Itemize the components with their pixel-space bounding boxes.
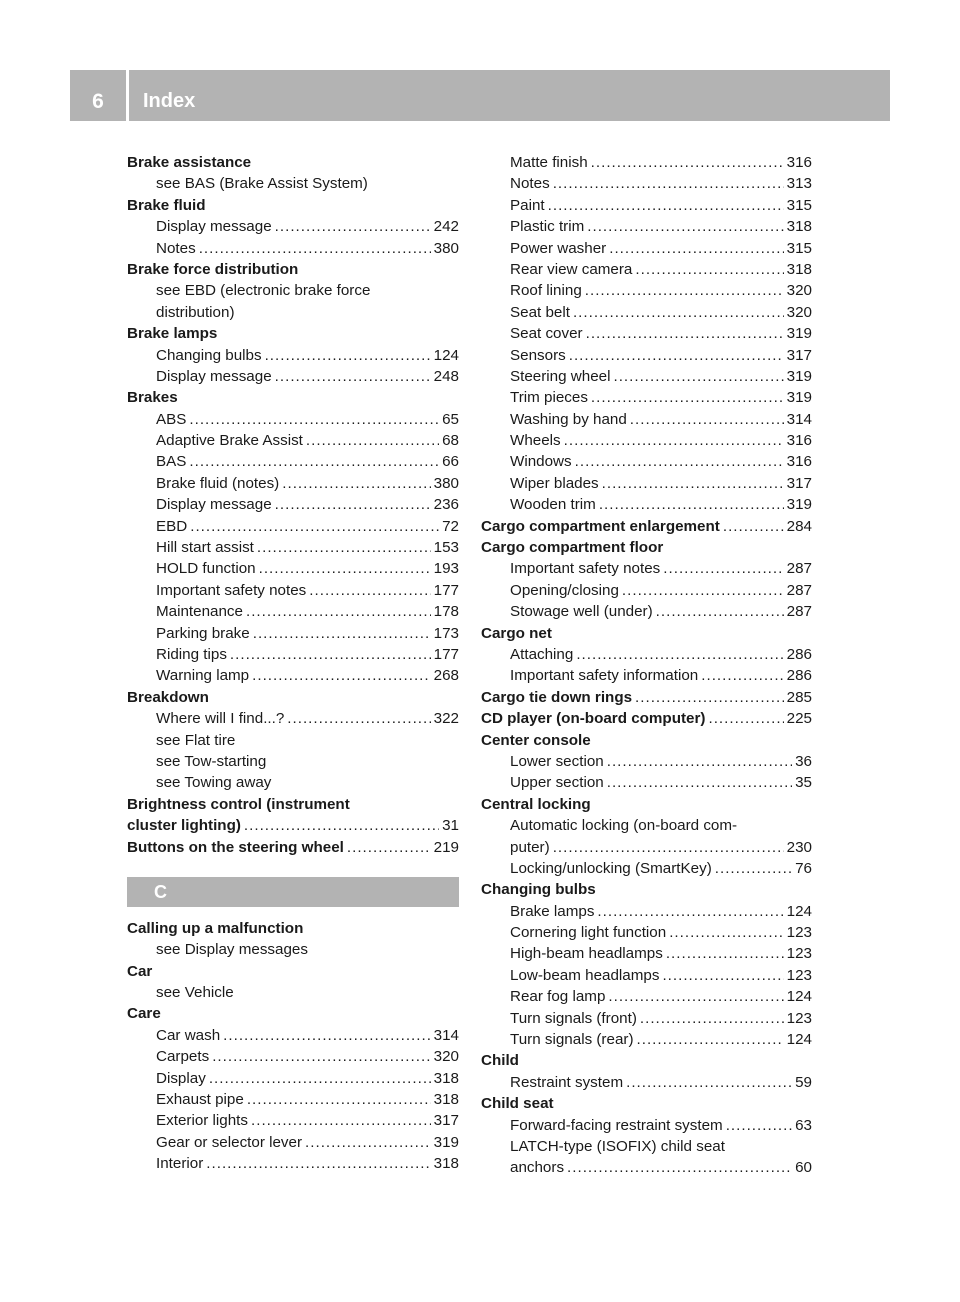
dot-leader [251, 1110, 431, 1131]
dot-leader [635, 259, 783, 280]
page-reference: 60 [795, 1159, 812, 1177]
entry-label: Wiper blades [510, 474, 599, 492]
dot-leader [247, 1089, 431, 1110]
index-entry [127, 708, 459, 729]
entry-label: Carpets [156, 1048, 210, 1066]
index-entry [127, 1132, 459, 1153]
page-reference: 313 [786, 175, 812, 193]
entry-label: Low-beam headlamps [510, 966, 660, 984]
page-reference: 193 [433, 560, 459, 578]
entry-label: Where will I find...? [156, 710, 285, 728]
dot-leader [573, 302, 784, 323]
index-heading: Calling up a malfunction [127, 919, 304, 937]
page-reference: 318 [786, 260, 812, 278]
index-heading: Changing bulbs [481, 881, 596, 899]
index-entry [127, 216, 459, 237]
entry-label: Cornering light function [510, 924, 667, 942]
dot-leader [626, 1072, 792, 1093]
page-reference: 318 [433, 1091, 459, 1109]
entry-label: Maintenance [156, 603, 243, 621]
index-entry [481, 302, 812, 323]
page-reference: 31 [442, 817, 459, 835]
index-entry [481, 473, 812, 494]
page-reference: 225 [786, 710, 812, 728]
dot-leader [607, 772, 792, 793]
entry-label: BAS [156, 453, 187, 471]
entry-label: Power washer [510, 239, 607, 257]
entry-label: Notes [510, 175, 550, 193]
index-entry [481, 323, 812, 344]
page-reference: 286 [786, 667, 812, 685]
entry-label: Sensors [510, 346, 566, 364]
index-entry [481, 665, 812, 686]
entry-label: Lower section [510, 752, 604, 770]
index-entry [481, 195, 812, 216]
index-entry [481, 580, 812, 601]
entry-label: Upper section [510, 774, 604, 792]
page-reference: 268 [433, 667, 459, 685]
dot-leader [635, 687, 784, 708]
index-heading: Care [127, 1005, 161, 1023]
page-reference: 284 [786, 517, 812, 535]
page-reference: 319 [786, 389, 812, 407]
index-entry [481, 558, 812, 579]
index-entry [481, 858, 812, 879]
entry-label: Turn signals (front) [510, 1009, 637, 1027]
entry-label: Stowage well (under) [510, 603, 653, 621]
dot-leader [553, 837, 784, 858]
dot-leader [309, 580, 430, 601]
index-see-reference: distribution) [156, 303, 235, 321]
index-heading: Cargo compartment floor [481, 539, 664, 557]
dot-leader [575, 451, 784, 472]
index-heading: Brightness control (instrument [127, 795, 350, 813]
entry-label: anchors [510, 1159, 565, 1177]
entry-label: Gear or selector lever [156, 1133, 303, 1151]
index-see-reference: see Towing away [156, 774, 272, 792]
index-entry [127, 1110, 459, 1131]
index-entry [481, 1072, 812, 1093]
entry-label: Roof lining [510, 282, 582, 300]
dot-leader [259, 558, 431, 579]
dot-leader [663, 558, 783, 579]
page-number: 6 [92, 90, 104, 113]
page-reference: 285 [786, 688, 812, 706]
page-reference: 315 [786, 239, 812, 257]
index-entry [481, 751, 812, 772]
entry-label: Adaptive Brake Assist [156, 432, 303, 450]
index-heading-entry [127, 815, 459, 836]
index-entry [127, 665, 459, 686]
index-heading: Cargo net [481, 624, 552, 642]
index-entry [481, 238, 812, 259]
dot-leader [275, 216, 431, 237]
page-reference: 72 [442, 517, 459, 535]
index-entry [127, 366, 459, 387]
index-entry [127, 558, 459, 579]
page-reference: 123 [786, 1009, 812, 1027]
entry-label: Display message [156, 218, 272, 236]
index-heading: Brake fluid [127, 196, 206, 214]
dot-leader [244, 815, 439, 836]
entry-label: Cargo compartment enlargement [481, 517, 720, 535]
dot-leader [275, 494, 431, 515]
page-reference: 124 [786, 988, 812, 1006]
page-reference: 36 [795, 752, 812, 770]
dot-leader [246, 601, 431, 622]
entry-label: Trim pieces [510, 389, 588, 407]
page-reference: 35 [795, 774, 812, 792]
page-reference: 319 [786, 496, 812, 514]
index-entry [127, 623, 459, 644]
index-heading: Car [127, 962, 153, 980]
index-heading: Brake lamps [127, 325, 218, 343]
index-entry [127, 1089, 459, 1110]
page-reference: 287 [786, 581, 812, 599]
dot-leader [257, 537, 431, 558]
dot-leader [306, 430, 439, 451]
entry-label: Wooden trim [510, 496, 596, 514]
page-reference: 248 [433, 367, 459, 385]
page-reference: 66 [442, 453, 459, 471]
page-reference: 65 [442, 410, 459, 428]
dot-leader [637, 1029, 784, 1050]
dot-leader [287, 708, 430, 729]
index-see-reference: see Vehicle [156, 984, 234, 1002]
dot-leader [608, 986, 783, 1007]
section-letter-header: C [127, 877, 459, 907]
dot-leader [190, 516, 439, 537]
index-entry [127, 473, 459, 494]
entry-label: Brake fluid (notes) [156, 474, 280, 492]
dot-leader [206, 1153, 430, 1174]
page-reference: 380 [433, 239, 459, 257]
dot-leader [591, 152, 784, 173]
entry-label: Steering wheel [510, 367, 611, 385]
dot-leader [726, 1115, 792, 1136]
page-reference: 316 [786, 453, 812, 471]
entry-label: Interior [156, 1155, 204, 1173]
index-heading-entry [481, 687, 812, 708]
index-entry [481, 430, 812, 451]
entry-label: Hill start assist [156, 539, 254, 557]
index-entry [127, 1025, 459, 1046]
page-reference: 68 [442, 432, 459, 450]
index-entry [481, 943, 812, 964]
entry-label: Matte finish [510, 154, 588, 171]
entry-label: Turn signals (rear) [510, 1031, 634, 1049]
index-entry [127, 494, 459, 515]
dot-leader [609, 238, 783, 259]
index-entry [127, 601, 459, 622]
index-entry [127, 409, 459, 430]
dot-leader [212, 1046, 430, 1067]
index-heading: Child [481, 1052, 519, 1070]
index-entry [127, 644, 459, 665]
index-heading: Central locking [481, 795, 591, 813]
dot-leader [656, 601, 784, 622]
entry-label: Locking/unlocking (SmartKey) [510, 859, 712, 877]
dot-leader [662, 965, 783, 986]
index-heading-entry [481, 708, 812, 729]
page-reference: 177 [433, 645, 459, 663]
index-entry [481, 1008, 812, 1029]
entry-label: Rear fog lamp [510, 988, 606, 1006]
page-reference: 319 [786, 367, 812, 385]
entry-label: Car wash [156, 1026, 221, 1044]
index-entry [481, 922, 812, 943]
entry-label: Cargo tie down rings [481, 688, 633, 706]
dot-leader [553, 173, 784, 194]
page-reference: 123 [786, 966, 812, 984]
entry-label: Important safety notes [510, 560, 661, 578]
dot-leader [701, 665, 783, 686]
entry-label: High-beam headlamps [510, 945, 663, 963]
entry-label: Forward-facing restraint system [510, 1116, 723, 1134]
dot-leader [548, 195, 784, 216]
index-entry [481, 259, 812, 280]
page-reference: 153 [433, 539, 459, 557]
dot-leader [223, 1025, 431, 1046]
dot-leader [602, 473, 784, 494]
dot-leader [305, 1132, 431, 1153]
index-entry [481, 601, 812, 622]
index-see-reference: see Tow-starting [156, 752, 267, 770]
page-header [70, 70, 890, 121]
dot-leader [282, 473, 430, 494]
entry-label: Washing by hand [510, 410, 627, 428]
page-reference: 124 [786, 902, 812, 920]
index-entry [481, 1115, 812, 1136]
dot-leader [586, 323, 784, 344]
index-heading: Breakdown [127, 688, 209, 706]
page-reference: 178 [433, 603, 459, 621]
entry-label: Notes [156, 239, 196, 257]
dot-leader [666, 943, 784, 964]
index-entry [481, 216, 812, 237]
page-reference: 315 [786, 196, 812, 214]
entry-label: Seat belt [510, 303, 570, 321]
page-reference: 316 [786, 432, 812, 450]
index-entry [481, 644, 812, 665]
dot-leader [567, 1157, 792, 1178]
dot-leader [587, 216, 783, 237]
index-entry [127, 580, 459, 601]
dot-leader [252, 665, 431, 686]
page-reference: 287 [786, 560, 812, 578]
entry-label: Exhaust pipe [156, 1091, 244, 1109]
index-heading: Center console [481, 731, 591, 749]
index-entry [127, 1046, 459, 1067]
index-entry [127, 345, 459, 366]
page-reference: 318 [433, 1155, 459, 1173]
entry-label: Restraint system [510, 1073, 624, 1091]
index-entry [127, 430, 459, 451]
entry-label: Wheels [510, 432, 561, 450]
page-reference: 59 [795, 1073, 812, 1091]
entry-label: Seat cover [510, 325, 583, 343]
dot-leader [230, 644, 431, 665]
index-entry [127, 537, 459, 558]
page-reference: 123 [786, 945, 812, 963]
entry-label: Display message [156, 496, 272, 514]
index-entry [481, 494, 812, 515]
page-reference: 236 [433, 496, 459, 514]
index-entry [481, 409, 812, 430]
dot-leader [189, 409, 439, 430]
page-reference: 318 [433, 1069, 459, 1087]
dot-leader [597, 901, 783, 922]
entry-label: CD player (on-board computer) [481, 710, 706, 728]
index-entry [481, 387, 812, 408]
index-entry [127, 516, 459, 537]
header-divider [126, 70, 129, 121]
dot-leader [723, 516, 784, 537]
entry-label: Paint [510, 196, 545, 214]
index-heading: Child seat [481, 1095, 554, 1113]
dot-leader [630, 409, 784, 430]
dot-leader [569, 345, 784, 366]
entry-label: Windows [510, 453, 572, 471]
page-reference: 177 [433, 581, 459, 599]
index-entry [481, 345, 812, 366]
dot-leader [275, 366, 431, 387]
dot-leader [669, 922, 783, 943]
index-entry [127, 1068, 459, 1089]
page-reference: 242 [433, 218, 459, 236]
dot-leader [613, 366, 783, 387]
page-reference: 124 [433, 346, 459, 364]
index-entry [481, 901, 812, 922]
page-reference: 380 [433, 474, 459, 492]
index-entry [127, 451, 459, 472]
index-entry [481, 1029, 812, 1050]
entry-label: Important safety information [510, 667, 699, 685]
page-reference: 63 [795, 1116, 812, 1134]
index-entry [127, 1153, 459, 1174]
entry-label: Parking brake [156, 624, 250, 642]
entry-label: Opening/closing [510, 581, 619, 599]
entry-label: Brake lamps [510, 902, 595, 920]
index-column-left [127, 152, 459, 1175]
entry-label: Rear view camera [510, 260, 633, 278]
page-reference: 219 [433, 838, 459, 856]
index-entry [481, 152, 812, 173]
index-see-reference: LATCH-type (ISOFIX) child seat [510, 1137, 725, 1155]
page-reference: 319 [433, 1133, 459, 1151]
index-entry [481, 366, 812, 387]
page-reference: 320 [786, 282, 812, 300]
index-heading: Brakes [127, 389, 178, 407]
entry-label: Display message [156, 367, 272, 385]
dot-leader [591, 387, 784, 408]
index-column-right [481, 152, 812, 1179]
index-entry [481, 837, 812, 858]
entry-label: Attaching [510, 645, 574, 663]
dot-leader [607, 751, 792, 772]
entry-label: Buttons on the steering wheel [127, 838, 344, 856]
index-see-reference: see BAS (Brake Assist System) [156, 175, 368, 193]
page-reference: 319 [786, 325, 812, 343]
entry-label: Changing bulbs [156, 346, 262, 364]
entry-label: Plastic trim [510, 218, 585, 236]
dot-leader [189, 451, 439, 472]
page-reference: 286 [786, 645, 812, 663]
entry-label: Riding tips [156, 645, 227, 663]
page-reference: 123 [786, 924, 812, 942]
index-entry [481, 965, 812, 986]
entry-label: cluster lighting) [127, 817, 241, 835]
page-reference: 322 [433, 710, 459, 728]
entry-label: Warning lamp [156, 667, 250, 685]
page-reference: 316 [786, 154, 812, 171]
index-heading-entry [481, 516, 812, 537]
page-reference: 314 [433, 1026, 459, 1044]
page-title: Index [143, 90, 196, 112]
page-reference: 314 [786, 410, 812, 428]
dot-leader [199, 238, 431, 259]
page-reference: 287 [786, 603, 812, 621]
entry-label: HOLD function [156, 560, 256, 578]
index-heading-entry [127, 837, 459, 858]
dot-leader [564, 430, 784, 451]
dot-leader [347, 837, 431, 858]
dot-leader [599, 494, 784, 515]
entry-label: puter) [510, 838, 550, 856]
entry-label: Important safety notes [156, 581, 307, 599]
dot-leader [253, 623, 431, 644]
page-reference: 173 [433, 624, 459, 642]
dot-leader [708, 708, 783, 729]
entry-label: ABS [156, 410, 187, 428]
index-entry [481, 986, 812, 1007]
index-entry [481, 280, 812, 301]
page-reference: 320 [786, 303, 812, 321]
index-see-reference: see EBD (electronic brake force [156, 282, 371, 300]
index-entry [481, 173, 812, 194]
page-reference: 317 [786, 474, 812, 492]
entry-label: Display [156, 1069, 206, 1087]
page-reference: 318 [786, 218, 812, 236]
index-see-reference: Automatic locking (on-board com- [510, 817, 738, 835]
index-heading: Brake force distribution [127, 260, 299, 278]
index-entry [481, 1157, 812, 1178]
dot-leader [622, 580, 784, 601]
index-heading: Brake assistance [127, 154, 252, 171]
index-entry [481, 451, 812, 472]
page-reference: 124 [786, 1031, 812, 1049]
dot-leader [585, 280, 784, 301]
entry-label: Exterior lights [156, 1112, 249, 1130]
entry-label: EBD [156, 517, 188, 535]
dot-leader [640, 1008, 784, 1029]
dot-leader [265, 345, 431, 366]
page-reference: 320 [433, 1048, 459, 1066]
page-reference: 230 [786, 838, 812, 856]
page-reference: 317 [786, 346, 812, 364]
dot-leader [576, 644, 783, 665]
index-see-reference: see Display messages [156, 941, 308, 959]
index-entry [127, 238, 459, 259]
dot-leader [715, 858, 792, 879]
page-reference: 317 [433, 1112, 459, 1130]
page-reference: 76 [795, 859, 812, 877]
dot-leader [209, 1068, 431, 1089]
index-see-reference: see Flat tire [156, 731, 236, 749]
index-entry [481, 772, 812, 793]
